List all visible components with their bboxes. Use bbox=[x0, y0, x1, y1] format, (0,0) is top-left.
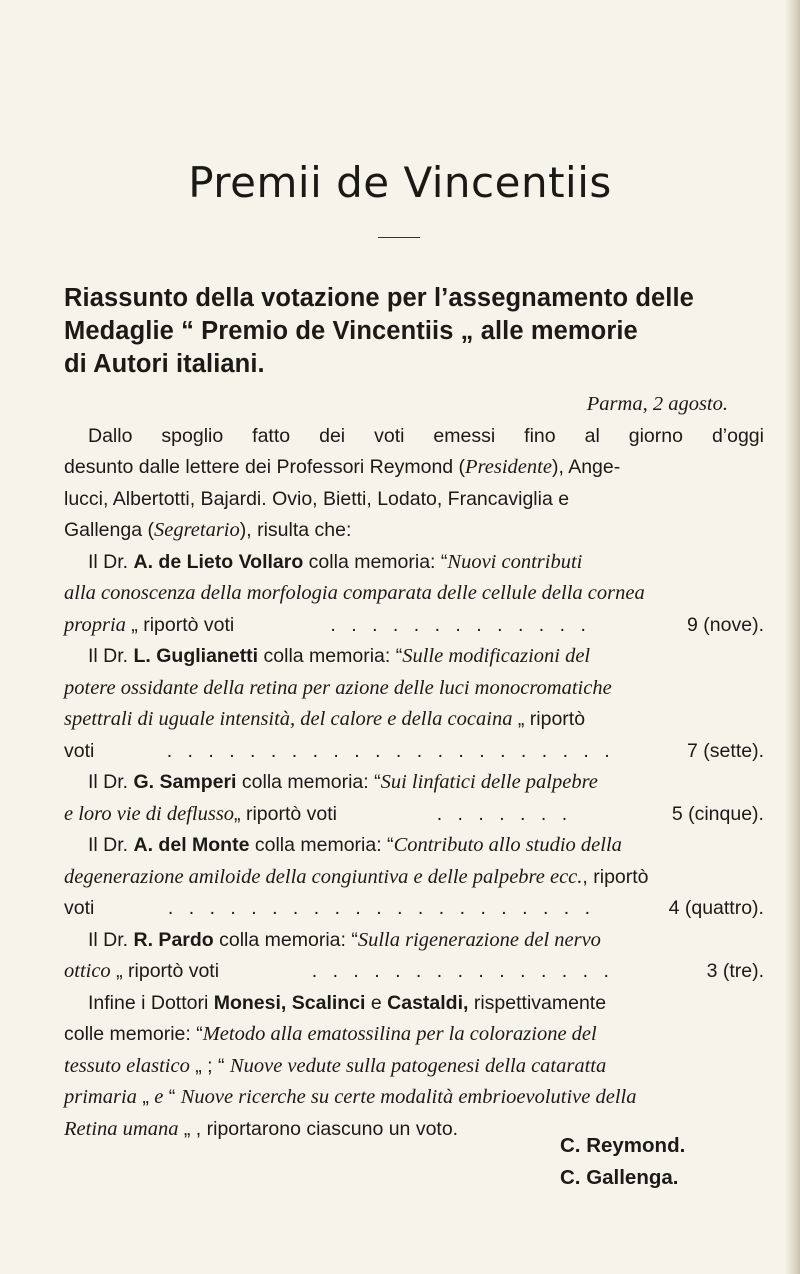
entry-1-line-2: alla conoscenza della morfologia comparata delle cellule della cornea bbox=[64, 582, 645, 604]
entry-author: A. del Monte bbox=[133, 834, 250, 856]
final-line-5: Retina umana „ , riportarono ciascuno un voto. bbox=[64, 1117, 459, 1140]
page-title: Premii de Vincentiis bbox=[188, 158, 612, 207]
entry-author: L. Guglianetti bbox=[133, 645, 259, 667]
intro-line-4: Gallenga (Segretario), risulta che: bbox=[64, 519, 352, 541]
entry-4-line-2: degenerazione amiloide della congiuntiva e delle palpebre ecc., riportò bbox=[64, 865, 649, 888]
heading-line: di Autori italiani. bbox=[64, 350, 265, 378]
entry-5-line-1: Il Dr. R. Pardo colla memoria: “Sulla rigenerazione del nervo bbox=[88, 928, 601, 951]
entry-votes: 9 (nove). bbox=[687, 613, 764, 636]
entry-votes: 7 (sette). bbox=[687, 739, 764, 762]
entry-votes: 4 (quattro). bbox=[668, 897, 764, 919]
heading-line: Riassunto della votazione per l’assegnamento delle bbox=[64, 284, 694, 312]
entry-2-line-4: voti . . . . . . . . . . . . . . . . . . . . . . 7 (sette). bbox=[64, 736, 764, 768]
entry-5-line-2: ottico „ riportò voti . . . . . . . . . . . . . . . 3 (tre). bbox=[64, 956, 764, 988]
final-line-1: Infine i Dottori Monesi, Scalinci e Castaldi, rispettivamente bbox=[88, 991, 607, 1014]
title-rule bbox=[378, 237, 420, 238]
entry-4-line-1: Il Dr. A. del Monte colla memoria: “Contributo allo studio della bbox=[88, 834, 622, 856]
intro-line-2: desunto dalle lettere dei Professori Reymond (Presidente), Ange- bbox=[64, 456, 621, 478]
entry-1-line-1: Il Dr. A. de Lieto Vollaro colla memoria: “Nuovi contributi bbox=[88, 550, 583, 573]
entry-votes: 3 (tre). bbox=[706, 960, 764, 982]
entry-votes: 5 (cinque). bbox=[671, 802, 764, 825]
entry-author: A. de Lieto Vollaro bbox=[133, 550, 304, 573]
final-line-4: primaria „ e “ Nuove ricerche su certe modalità embrioevolutive della bbox=[64, 1086, 637, 1108]
place-date: Parma, 2 agosto. bbox=[586, 393, 728, 415]
entry-2-line-2: potere ossidante della retina per azione delle luci monocromatiche bbox=[64, 676, 612, 699]
entry-4-line-3: voti . . . . . . . . . . . . . . . . . . . . . 4 (quattro). bbox=[64, 893, 764, 925]
entry-author: G. Samperi bbox=[133, 771, 237, 793]
entry-1-line-3: propria „ riportò voti . . . . . . . . . . . . . 9 (nove). bbox=[64, 610, 764, 642]
signature-reymond: C. Reymond. bbox=[560, 1134, 686, 1157]
entry-3-line-1: Il Dr. G. Samperi colla memoria: “Sui linfatici delle palpebre bbox=[88, 771, 598, 793]
page-edge-shadow bbox=[786, 0, 800, 1274]
final-line-2: colle memorie: “Metodo alla ematossilina per la colorazione del bbox=[64, 1023, 597, 1045]
final-line-3: tessuto elastico „ ; “ Nuove vedute sulla patogenesi della cataratta bbox=[64, 1054, 607, 1077]
entry-3-line-2: e loro vie di deflusso„ riportò voti . . . . . . . 5 (cinque). bbox=[64, 799, 764, 831]
heading-line: Medaglie “ Premio de Vincentiis „ alle memorie bbox=[64, 317, 638, 345]
entry-2-line-1: Il Dr. L. Guglianetti colla memoria: “Sulle modificazioni del bbox=[88, 645, 591, 667]
signature-gallenga: C. Gallenga. bbox=[560, 1166, 679, 1189]
entry-author: R. Pardo bbox=[133, 928, 214, 951]
entry-2-line-3: spettrali di uguale intensità, del calore e della cocaina „ riportò bbox=[64, 708, 586, 730]
body-text bbox=[64, 389, 764, 1145]
intro-line-1: Dallo spoglio fatto dei voti emessi fino al giorno d’oggi bbox=[88, 424, 764, 447]
intro-line-3: lucci, Albertotti, Bajardi. Ovio, Bietti, Lodato, Francaviglia e bbox=[64, 487, 570, 510]
section-heading bbox=[64, 282, 764, 381]
